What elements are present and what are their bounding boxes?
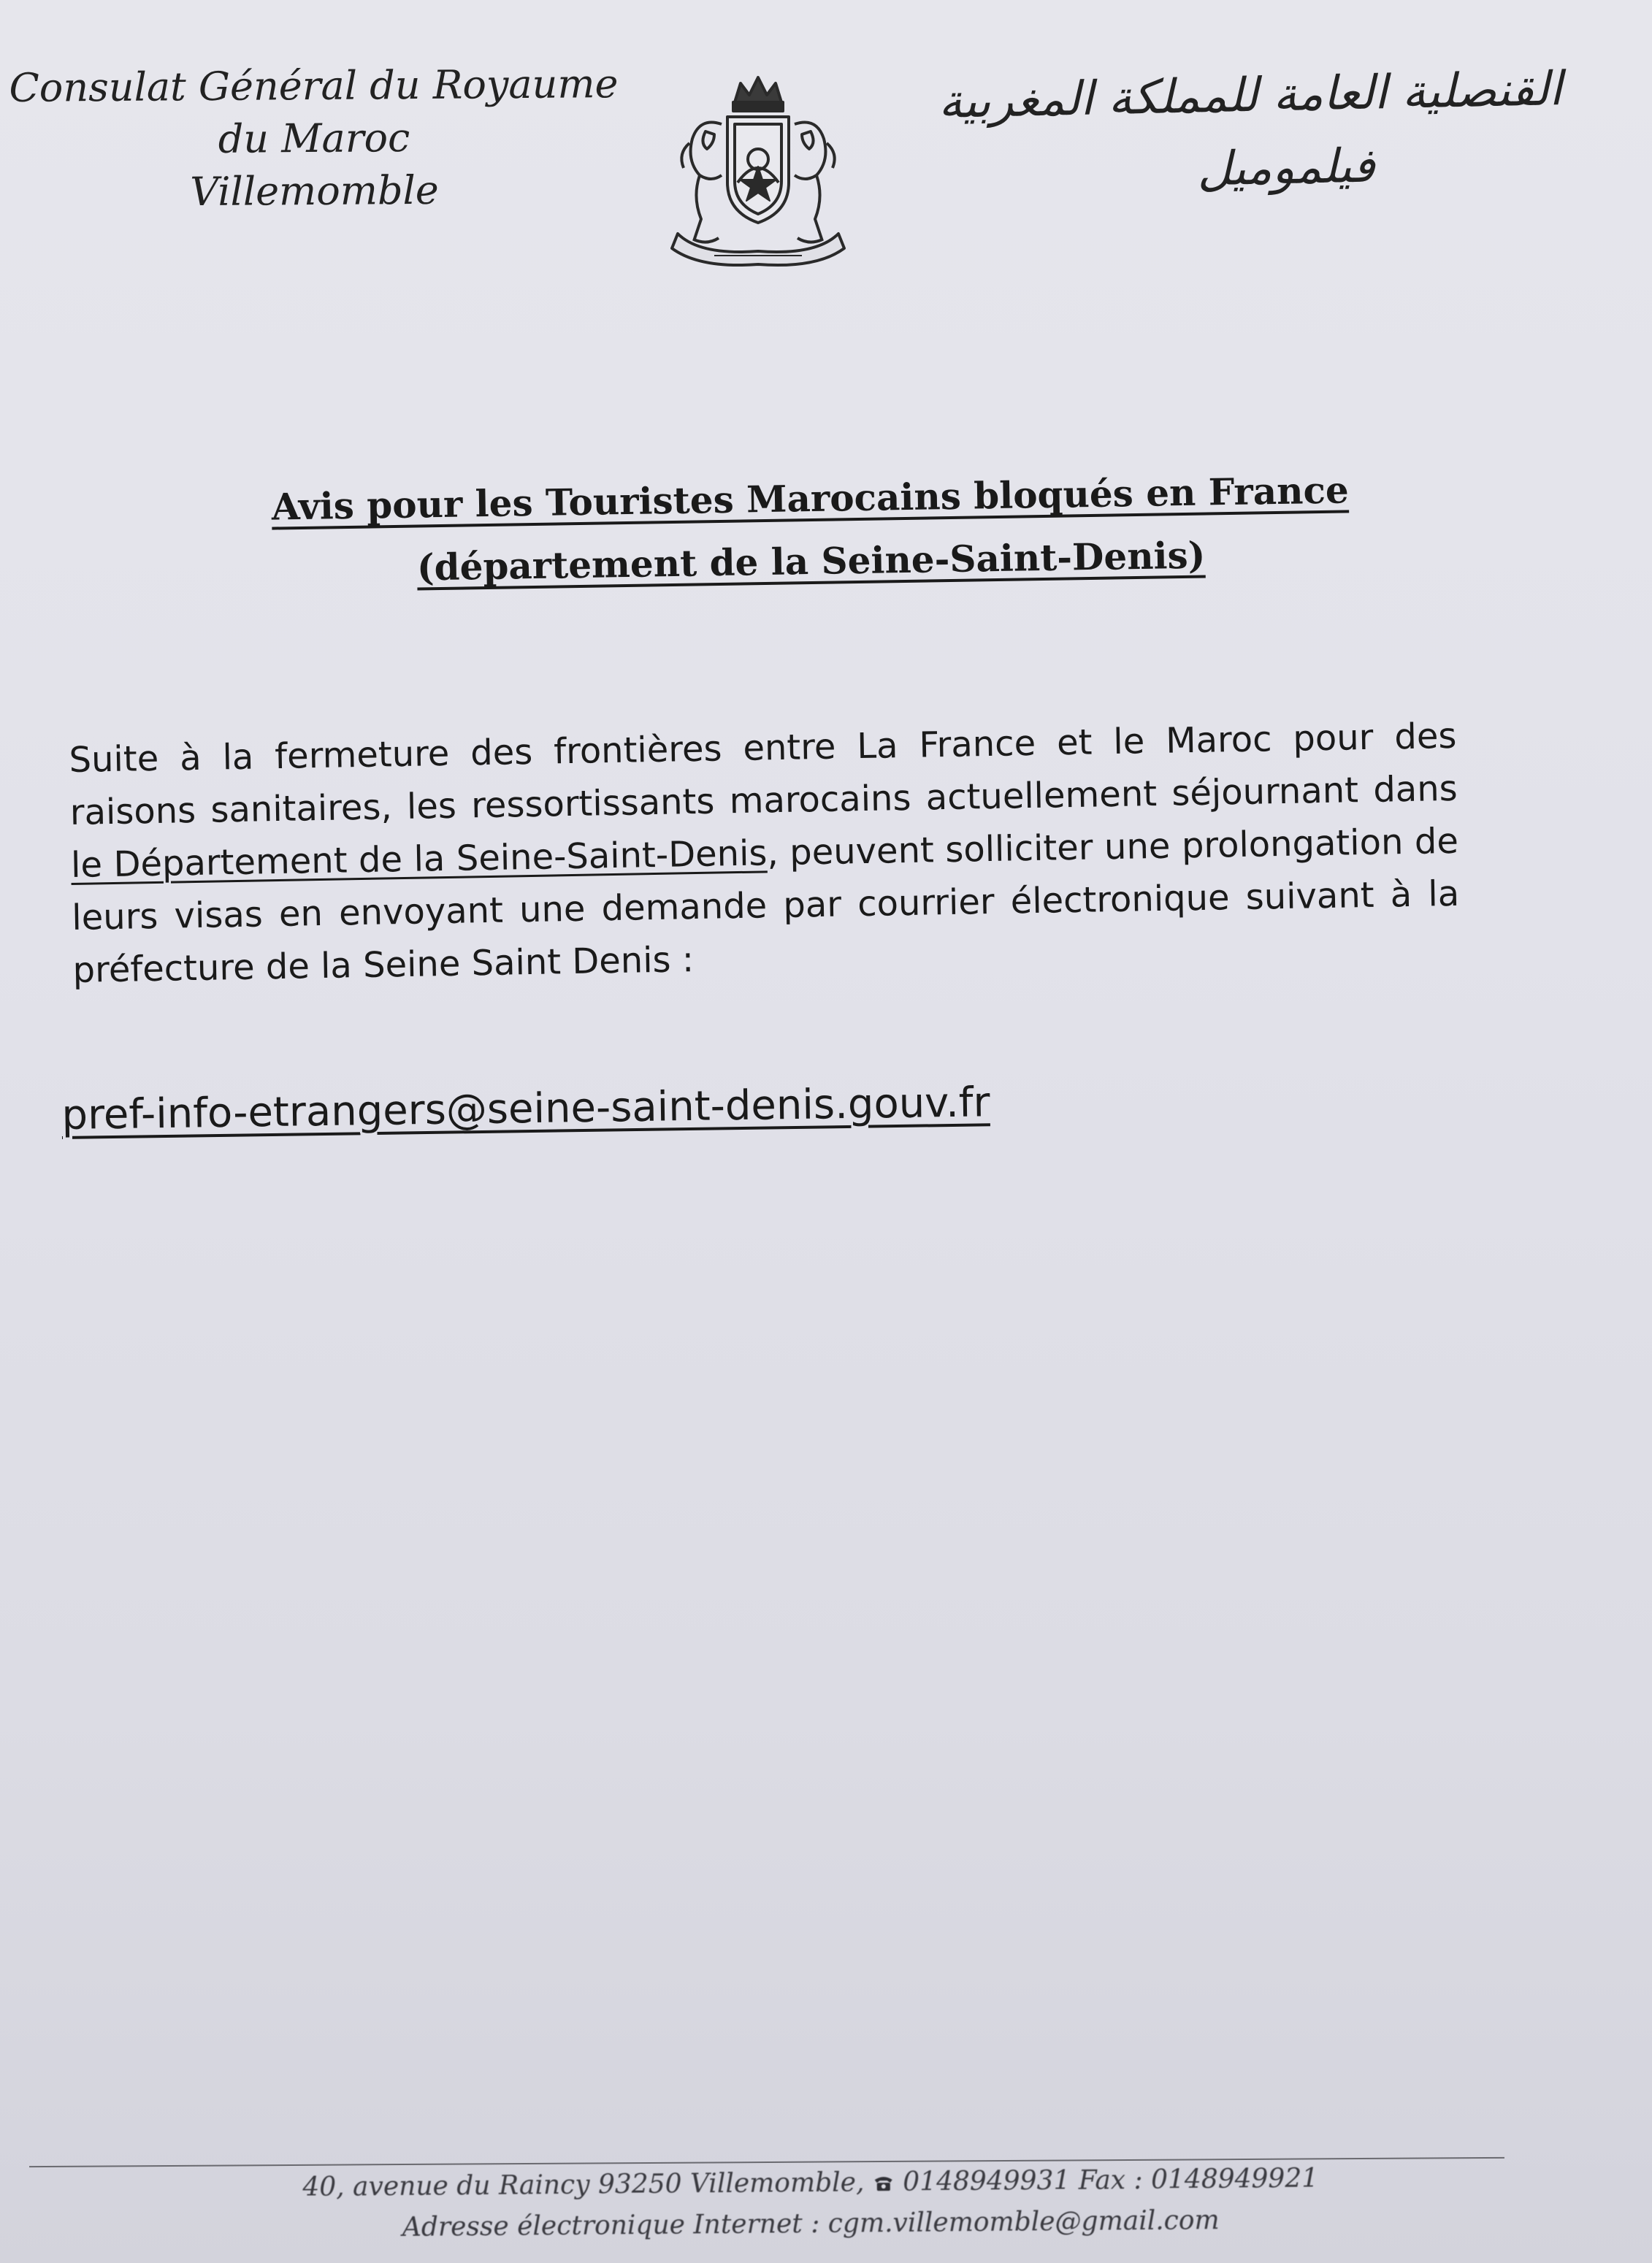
notice-body [69, 710, 1461, 997]
body-text-part-1: Suite à la fermeture des frontières entre La France et le Maroc pour des raisons sanitaires, les ressortissants marocains actuellement séjournant dans [69, 715, 1458, 833]
header-arabic-line-1: القنصلية العامة للمملكة المغربية [938, 62, 1563, 129]
footer-internet-address: Adresse électronique Internet : cgm.villemomble@gmail.com [402, 2205, 1220, 2243]
header-french-line-3: Villemomble [190, 166, 439, 215]
body-text-part-2: , peuvent solliciter une prolongation de leurs visas en envoyant une demande par courrier électronique suivant à la préfecture de la Seine Saint Denis : [71, 820, 1460, 991]
header-french-line-1: Consulat Général du Royaume [9, 61, 619, 111]
consulate-footer [190, 2158, 1432, 2251]
footer-address: 40, avenue du Raincy 93250 Villemomble, [302, 2167, 873, 2203]
notice-title-line-2: (département de la Seine-Saint-Denis) [416, 533, 1206, 589]
moroccan-coat-of-arms-icon [649, 73, 868, 270]
consulate-header-french [0, 58, 629, 220]
notice-title [218, 458, 1404, 602]
footer-phone-fax: 0148949931 Fax : 0148949921 [894, 2163, 1319, 2197]
consulate-header-arabic [938, 53, 1564, 210]
prefecture-email-link[interactable]: pref-info-etrangers@seine-saint-denis.gouv.fr [61, 1079, 990, 1139]
header-french-line-2: du Maroc [218, 115, 410, 162]
header-arabic-line-2: فيلموميل [1196, 139, 1376, 197]
telephone-icon [873, 2174, 895, 2193]
body-underlined-department: le Département de la Seine-Saint-Denis [70, 832, 768, 886]
notice-title-line-1: Avis pour les Touristes Marocains bloqués en France [271, 468, 1350, 529]
